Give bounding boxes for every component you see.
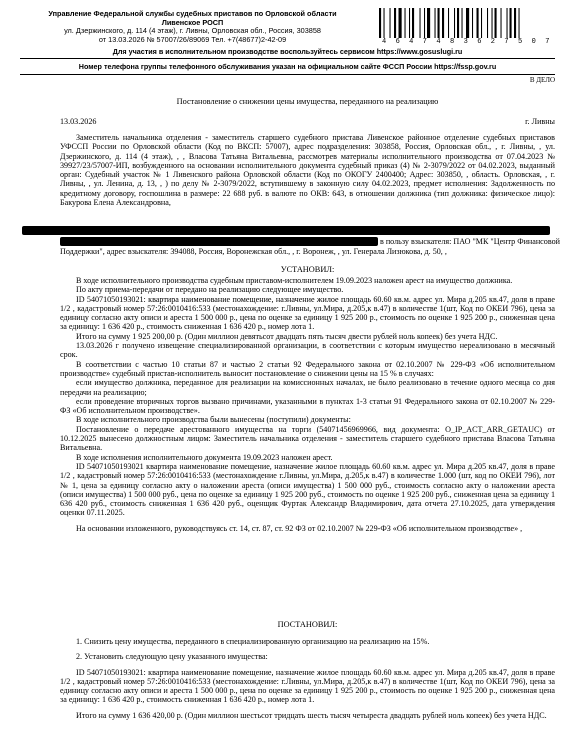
finding-paragraph: В ходе исполнительного производства судебным приставом-исполнителем 19.09.2023 наложен арест на имущество должника.: [76, 276, 513, 285]
finding-paragraph: ID 54071050193021: квартира наименование помещение, назначение жилое площадь 60.60 кв.м. адрес ул. Мира д.205 кв.47, доля в праве 1/2 , кадастровый номер 57:26:0010416:533 (местонахождение: г.Ливны, ул.Мира, д.205,к в.47) в количестве 1(шт, Код по ОКЕИ 796), цена за единицу согласно акту описи и ареста 1 500 000 р., цена по оценке за единицу 1 925 200 р., стоимость по оценке 1 925 200 р., сниженная цена за единицу: 1 636 420 р., стоимость сниженная 1 636 420 р., номер лота 1.: [60, 294, 555, 332]
finding-paragraph: ID 54071050193021 квартира наименование помещение, назначение жилое площадь 60.60 кв.м. адрес ул. Мира д.205 кв.47, доля в праве 1/2 , кадастровый номер 57:26:0010416:533 (местонахождение г.Ливны, ул.Мира, д.205,к в.47) в количестве 1.000 (шт, код по ОКЕИ 796), лот № 1, цена за единицу согласно акту о наложении ареста (описи имущества) 1 500 000 руб., стоимость согласно акту о наложении ареста (описи имущества) 1 500 000 руб., цена по оценке за единицу 1 925 200 руб., стоимость по оценке 1 925 200 руб., сниженная цена за единицу 1 636 420 руб., стоимость сниженная 1 636 420 руб., оценщик Фуртак Александр Владимирович, дата отчета 27.10.2025, дата утверждения оценки 07.11.2025.: [60, 461, 555, 518]
creditor-line-1: в пользу взыскателя: ПАО "МК "Центр Финансовой: [380, 237, 560, 246]
finding-paragraph: В соответствии с частью 10 статьи 87 и частью 2 статьи 92 Федерального закона от 02.10.2007 № 229-ФЗ «Об исполнительном производстве» судебный пристав-исполнитель выносит постановление о снижении цены на 15 % в случаях:: [60, 359, 555, 378]
finding-paragraph: 13.03.2026 г получено извещение специализированной организации, в соответствии с которым имущество нереализовано в месячный срок.: [60, 341, 555, 360]
decision-item-1: 1. Снизить цену имущества, переданного в специализированную организацию на реализацию на 15%.: [76, 637, 430, 646]
section-heading-ustanovil: УСТАНОВИЛ:: [280, 265, 335, 274]
decision-section: [60, 637, 555, 720]
finding-paragraph: На основании изложенного, руководствуясь ст. 14, ст. 87, ст. 92 ФЗ от 02.10.2007 № 229-ФЗ «Об исполнительном производстве» ,: [76, 523, 523, 533]
issuer-org: Управление Федеральной службы судебных приставов по Орловской области: [48, 9, 337, 18]
finding-paragraph: В ходе исполнительного производства были вынесены (поступили) документы:: [76, 415, 351, 425]
finding-paragraph: В ходе исполнения исполнительного документа 19.09.2023 наложен арест.: [76, 452, 333, 462]
issuer-department: Ливенское РОСП: [161, 17, 224, 27]
creditor-line-2: Поддержки", адрес взыскателя: 394088, Россия, Воронежская обл., , г. Воронеж, , ул. Генерала Лизюкова, д. 50, ,: [60, 247, 447, 256]
issuer-block: [20, 10, 365, 44]
finding-paragraph: По акту приема-передачи от передано на реализацию следующее имущество.: [76, 285, 344, 295]
issuer-address: ул. Дзержинского, д. 114 (4 этаж), г. Ливны, Орловская обл., Россия, 303858: [64, 26, 321, 36]
section-heading-postanovil: ПОСТАНОВИЛ:: [277, 620, 338, 629]
decision-total: Итого на сумму 1 636 420,00 р. (Один миллион шестьсот тридцать шесть тысяч четыреста двадцать рублей ноль копеек) без учета НДС.: [76, 710, 547, 720]
finding-paragraph: если имущество должника, переданное для реализации на комиссионных началах, не было реализовано в течение одного месяца со дня передачи на реализацию;: [60, 378, 555, 397]
finding-paragraph: если проведение вторичных торгов вызвано причинами, указанными в пунктах 1-3 статьи 91 Федерального закона от 02.10.2007 № 229-ФЗ «Об исполнительном производстве».: [60, 396, 555, 416]
issuer-document-id: от 13.03.2026 № 57007/26/89069 Тел. +7(48677)2-42-09: [98, 34, 287, 44]
phone-notice: Номер телефона группы телефонного обслуживания указан на официальном сайте ФССП России https://fssp.gov.ru: [78, 62, 497, 71]
intro-paragraph: Заместитель начальника отделения - заместитель старшего судебного пристава Ливенское районное отделение судебных приставов УФССП России по Орловской области (Код по ВКСП: 57007), адрес подразделения: 303858, Россия, Орловская обл., , г. Ливны, , ул. Дзержинского, д. 114 (4 этаж), , , Власова Татьяна Витальевна, рассмотрев материалы исполнительного производства от 07.04.2023 № 39927/23/57007-ИП, возбужденного на основании исполнительного документа судебный приказ (4) № 2-3079/2022 от 04.02.2023, выданный орган: Судебный участок № 1 Ливенского района Орловской области (Код по ОКОГУ 2400400; Адрес: 303850, , область. Орловская, , г. Ливны, , ул. Ленина, д. 13, , ) по делу № 2-3079/2022, вступившему в законную силу 04.02.2023, предмет исполнения: Задолженность по кредитному договору, госпошлина в размере: 22 688 руб. в валюте по ОКВ: 643, в отношении должника (тип должника: физическое лицо): Бакурова Елена Александровна,: [60, 133, 555, 208]
header-divider: [20, 58, 555, 59]
redacted-block-2: [60, 237, 378, 246]
decision-property: ID 54071050193021: квартира наименование помещение, назначение жилое площадь 60.60 кв.м. адрес ул. Мира д.205 кв.47, доля в праве 1/2 , кадастровый номер 57:26:0010416:533 (местонахождение: г.Ливны, ул.Мира, д.205,к в.47) в количестве 1(шт, Код по ОКЕИ 796), цена за единицу согласно акту описи и ареста 1 500 000 р., цена по оценке за единицу 1 925 200 р., стоимость по оценке 1 925 200 р., сниженная цена за единицу: 1 636 420 р., стоимость сниженная 1 636 420 р., номер лота 1.: [60, 667, 555, 705]
findings-section: [60, 276, 555, 533]
finding-paragraph: Итого на сумму 1 925 200,00 р. (Один миллион девятьсот двадцать пять тысяч двести рублей ноль копеек) без учета НДС.: [76, 331, 498, 341]
redacted-block: [22, 226, 550, 235]
document-title: Постановление о снижении цены имущества, переданного на реализацию: [176, 97, 439, 106]
barcode-number: 4 6 4 7 4 8 3 6 2 7 5 0 7: [381, 38, 553, 46]
document-place: г. Ливны: [525, 117, 555, 126]
gosuslugi-notice: Для участия в исполнительном производстве воспользуйтесь сервисом https://www.gosuslugi.ru: [112, 47, 463, 56]
barcode: [378, 8, 556, 38]
decision-item-2: 2. Установить следующую цену указанного имущества:: [76, 652, 268, 662]
v-delo-mark: В ДЕЛО: [529, 76, 555, 84]
document-date: 13.03.2026: [60, 117, 97, 126]
finding-paragraph: Постановление о передаче арестованного имущества на торги (54071456969966, вид документа: O_IP_ACT_ARR_GETAUC) от 10.12.2025 вынесено должностным лицом: Заместитель начальника отделения - заместитель старшего судебного пристава Власова Татьяна Витальевна.: [60, 424, 555, 453]
header-divider-2: [20, 74, 555, 75]
